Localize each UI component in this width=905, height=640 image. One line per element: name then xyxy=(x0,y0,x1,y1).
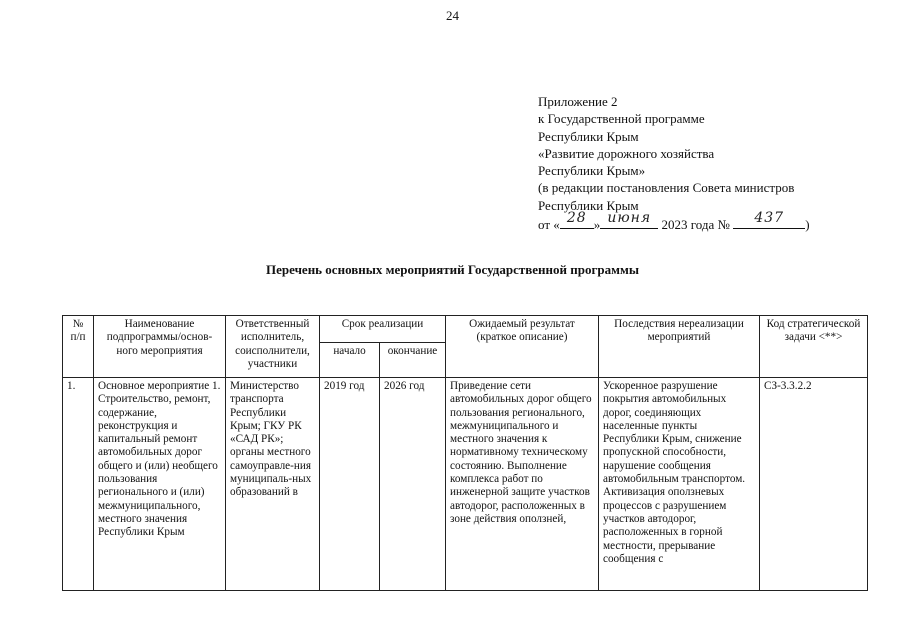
cell-start: 2019 год xyxy=(320,378,380,591)
header-code: Код стратегической задачи <**> xyxy=(760,316,868,378)
cell-result: Приведение сети автомобильных дорог общего пользования регионального, межмуниципального и местного значения к нормативному техническому состоянию. Выполнение комплекса работ по инженерной защите участков автодорог, расположенных в зоне действия оползней, xyxy=(446,378,599,591)
cell-executor: Министерство транспорта Республики Крым; ГКУ РК «САД РК»; органы местного самоуправле-ния муниципаль-ных образований в xyxy=(226,378,320,591)
cell-end: 2026 год xyxy=(380,378,446,591)
header-consequences: Последствия нереализации мероприятий xyxy=(599,316,760,378)
header-period-end: окончание xyxy=(380,343,446,378)
date-suffix: ) xyxy=(805,217,810,233)
header-result: Ожидаемый результат (краткое описание) xyxy=(446,316,599,378)
header-period: Срок реализации xyxy=(320,316,446,343)
header-row xyxy=(63,316,868,343)
doc-number-handwritten: 437 xyxy=(754,210,785,227)
appendix-line: Республики Крым xyxy=(538,197,639,213)
header-num: № п/п xyxy=(63,316,94,378)
table-row xyxy=(63,378,868,591)
cell-code: СЗ-3.3.2.2 xyxy=(760,378,868,591)
header-executor: Ответственный исполнитель, соисполнители, участники xyxy=(226,316,320,378)
appendix-date-line xyxy=(538,210,888,233)
date-day-handwritten: 28 xyxy=(566,210,587,227)
date-month-field xyxy=(600,210,658,229)
appendix-block xyxy=(538,93,888,233)
appendix-line: Приложение 2 xyxy=(538,94,618,109)
doc-number-field xyxy=(733,210,805,229)
header-period-start: начало xyxy=(320,343,380,378)
date-mid: » xyxy=(593,217,601,233)
page-number: 24 xyxy=(446,8,459,23)
appendix-line: Республики Крым» xyxy=(538,163,646,179)
measures-table xyxy=(62,315,868,591)
cell-name: Основное мероприятие 1. Строительство, ремонт, содержание, реконструкция и капитальный ремонт автомобильных дорог общего и (или) необщего пользования регионального и (или) межмуниципального, местного значения Республики Крым xyxy=(94,378,226,591)
appendix-line: Республики Крым xyxy=(538,128,639,144)
header-name: Наименование подпрограммы/основ-ного мероприятия xyxy=(94,316,226,378)
date-day-field xyxy=(560,210,594,229)
date-month-handwritten: июня xyxy=(607,210,652,227)
date-year: 2023 года № xyxy=(661,217,730,233)
cell-consequences: Ускоренное разрушение покрытия автомобильных дорог, соединяющих населенные пункты Республики Крым, снижение пропускной способности, нарушение сообщения автомобильным транспортом. Активизация оползневых процессов с разрушением участков автодорог, расположенных в горной местности, прерывание сообщения с xyxy=(599,378,760,591)
cell-num: 1. xyxy=(63,378,94,591)
appendix-line: «Развитие дорожного хозяйства xyxy=(538,145,715,161)
appendix-line: (в редакции постановления Совета министров xyxy=(538,180,795,196)
appendix-line: к Государственной программе xyxy=(538,111,705,127)
date-prefix: от « xyxy=(538,217,560,233)
document-title: Перечень основных мероприятий Государственной программы xyxy=(266,262,639,277)
